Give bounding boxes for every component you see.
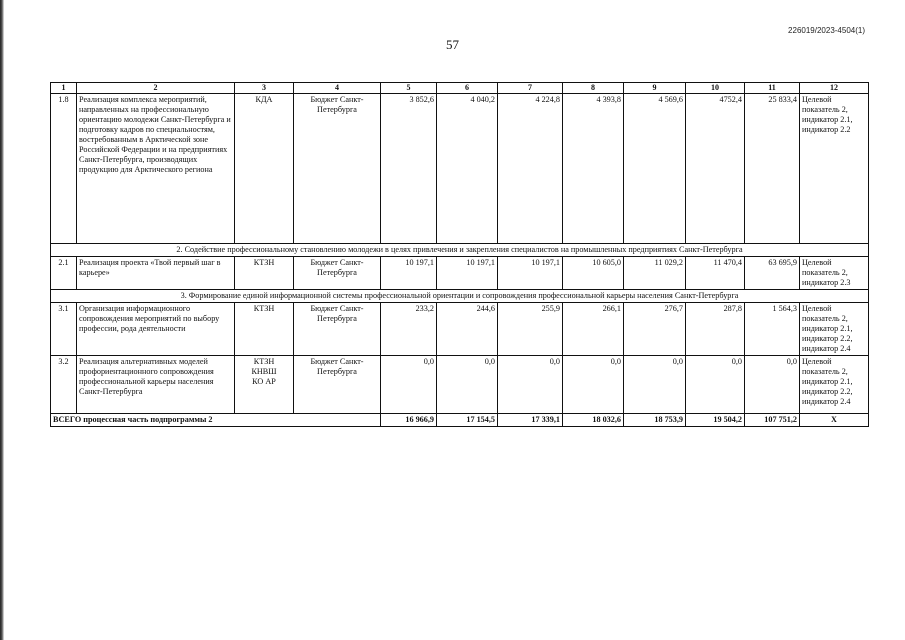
total-row [51, 414, 869, 427]
total-value: 18 753,9 [624, 414, 686, 427]
total-indicator: Х [800, 414, 869, 427]
funding-source: Бюджет Санкт-Петербурга [294, 356, 381, 414]
value-cell: 0,0 [381, 356, 437, 414]
total-value: 107 751,2 [745, 414, 800, 427]
column-header: 4 [294, 83, 381, 94]
column-header: 11 [745, 83, 800, 94]
executor: КДА [235, 94, 294, 244]
value-cell: 0,0 [498, 356, 563, 414]
value-cell: 4 569,6 [624, 94, 686, 244]
executor: КТЗН [235, 303, 294, 356]
table-header-row [51, 83, 869, 94]
value-cell: 0,0 [437, 356, 498, 414]
value-cell: 10 197,1 [437, 257, 498, 290]
value-cell: 0,0 [686, 356, 745, 414]
activity-name: Реализация комплекса мероприятий, направленных на профессиональную ориентацию молодежи Санкт-Петербурга и подготовку кадров по специальностям, востребованным в Арктической зоне Российской Федерации и на предприятиях Санкт-Петербурга, производящих продукцию для Арктического региона [77, 94, 235, 244]
value-cell: 1 564,3 [745, 303, 800, 356]
activity-name: Реализация проекта «Твой первый шаг в карьере» [77, 257, 235, 290]
row-number: 1.8 [51, 94, 77, 244]
indicator-cell: Целевой показатель 2, индикатор 2.1, индикатор 2.2, индикатор 2.4 [800, 356, 869, 414]
value-cell: 4752,4 [686, 94, 745, 244]
value-cell: 4 224,8 [498, 94, 563, 244]
value-cell: 0,0 [745, 356, 800, 414]
column-header: 7 [498, 83, 563, 94]
indicator-cell: Целевой показатель 2, индикатор 2.1, индикатор 2.2, индикатор 2.4 [800, 303, 869, 356]
row-number: 2.1 [51, 257, 77, 290]
value-cell: 0,0 [624, 356, 686, 414]
document-id: 226019/2023-4504(1) [788, 26, 865, 35]
value-cell: 233,2 [381, 303, 437, 356]
section-row [51, 290, 869, 303]
value-cell: 287,8 [686, 303, 745, 356]
total-value: 17 339,1 [498, 414, 563, 427]
column-header: 5 [381, 83, 437, 94]
funding-source: Бюджет Санкт-Петербурга [294, 303, 381, 356]
column-header: 3 [235, 83, 294, 94]
funding-source: Бюджет Санкт-Петербурга [294, 94, 381, 244]
executor: КТЗН КНВШ КО АР [235, 356, 294, 414]
executor: КТЗН [235, 257, 294, 290]
value-cell: 10 197,1 [381, 257, 437, 290]
value-cell: 266,1 [563, 303, 624, 356]
section-title: 3. Формирование единой информационной системы профессиональной ориентации и сопровождения профессиональной карьеры населения Санкт-Петербурга [51, 290, 869, 303]
total-value: 17 154,5 [437, 414, 498, 427]
page-number: 57 [446, 37, 459, 52]
column-header: 8 [563, 83, 624, 94]
row-number: 3.2 [51, 356, 77, 414]
program-table [50, 82, 869, 427]
value-cell: 3 852,6 [381, 94, 437, 244]
section-row [51, 244, 869, 257]
activity-name: Организация информационного сопровождения мероприятий по выбору профессии, рода деятельности [77, 303, 235, 356]
total-label: ВСЕГО процессная часть подпрограммы 2 [51, 414, 381, 427]
indicator-cell: Целевой показатель 2, индикатор 2.3 [800, 257, 869, 290]
section-title: 2. Содействие профессиональному становлению молодежи в целях привлечения и закрепления специалистов на промышленных предприятиях Санкт-Петербурга [51, 244, 869, 257]
scan-edge [0, 0, 4, 640]
value-cell: 10 197,1 [498, 257, 563, 290]
value-cell: 11 470,4 [686, 257, 745, 290]
column-header: 9 [624, 83, 686, 94]
value-cell: 10 605,0 [563, 257, 624, 290]
value-cell: 0,0 [563, 356, 624, 414]
table-row [51, 94, 869, 244]
table-row [51, 356, 869, 414]
indicator-cell: Целевой показатель 2, индикатор 2.1, индикатор 2.2 [800, 94, 869, 244]
value-cell: 4 040,2 [437, 94, 498, 244]
value-cell: 25 833,4 [745, 94, 800, 244]
total-value: 19 504,2 [686, 414, 745, 427]
table-row [51, 303, 869, 356]
total-value: 16 966,9 [381, 414, 437, 427]
column-header: 10 [686, 83, 745, 94]
column-header: 2 [77, 83, 235, 94]
column-header: 1 [51, 83, 77, 94]
table-row [51, 257, 869, 290]
value-cell: 244,6 [437, 303, 498, 356]
column-header: 12 [800, 83, 869, 94]
funding-source: Бюджет Санкт-Петербурга [294, 257, 381, 290]
column-header: 6 [437, 83, 498, 94]
row-number: 3.1 [51, 303, 77, 356]
value-cell: 4 393,8 [563, 94, 624, 244]
value-cell: 63 695,9 [745, 257, 800, 290]
value-cell: 11 029,2 [624, 257, 686, 290]
value-cell: 276,7 [624, 303, 686, 356]
activity-name: Реализация альтернативных моделей профориентационного сопровождения профессиональной карьеры населения Санкт-Петербурга [77, 356, 235, 414]
total-value: 18 032,6 [563, 414, 624, 427]
value-cell: 255,9 [498, 303, 563, 356]
